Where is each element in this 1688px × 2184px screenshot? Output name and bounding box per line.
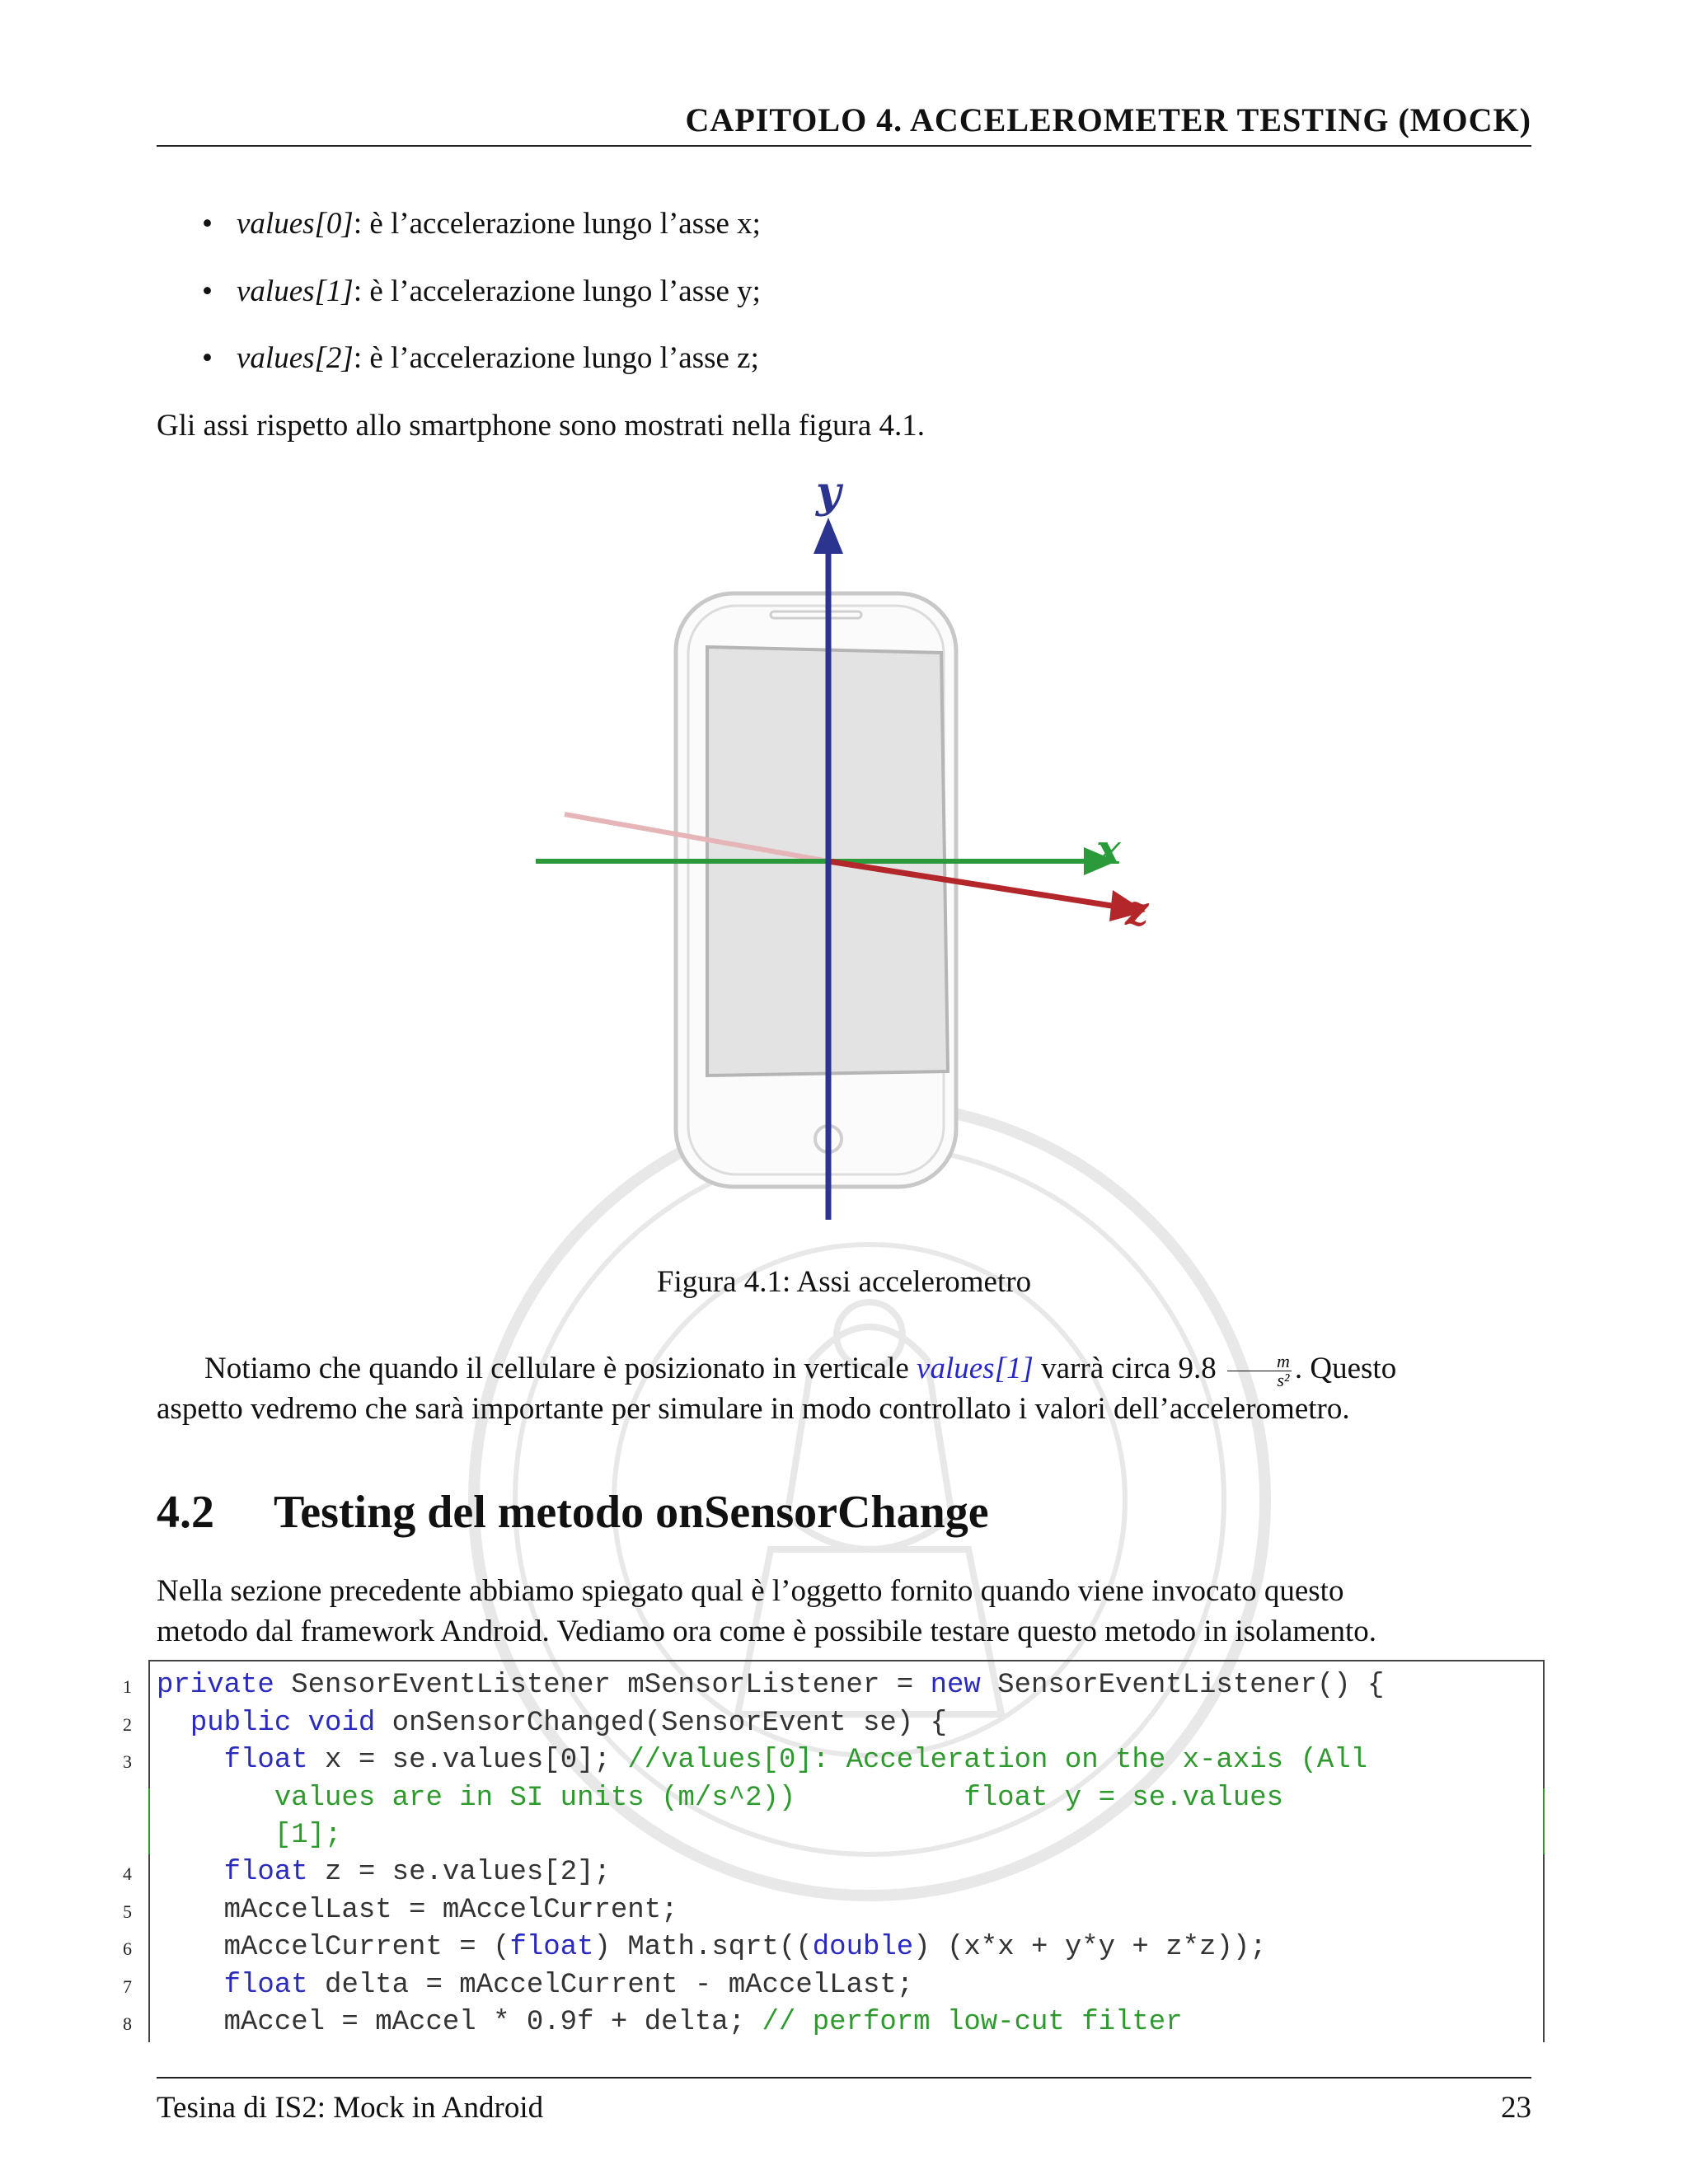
- code-line: mAccelCurrent = (float) Math.sqrt((double) (x*x + y*y + z*z));: [157, 1932, 1267, 1963]
- bullet-text: : è l’accelerazione lungo l’asse y;: [353, 274, 761, 308]
- line-number: 6: [123, 1938, 132, 1959]
- y-axis-label: y: [816, 470, 842, 518]
- accelerometer-axes-figure: [519, 470, 1179, 1236]
- bullet-item: [202, 340, 759, 376]
- code-line: public void onSensorChanged(SensorEvent se) {: [190, 1708, 947, 1739]
- fraction-denominator: s²: [1277, 1370, 1290, 1391]
- paragraph-text: . Questo: [1294, 1352, 1397, 1385]
- bullet-dot: •: [202, 207, 213, 241]
- bullet-item: [202, 274, 761, 309]
- line-number: 2: [123, 1714, 132, 1735]
- bullet-term: values[1]: [237, 274, 354, 308]
- line-number: 4: [123, 1863, 132, 1884]
- section-title: Testing del metodo onSensorChange: [274, 1487, 989, 1538]
- intro-paragraph: Gli assi rispetto allo smartphone sono mostrati nella figura 4.1.: [157, 409, 926, 443]
- line-number: 7: [123, 1976, 132, 1997]
- code-line: float delta = mAccelCurrent - mAccelLast;: [223, 1970, 914, 2001]
- bullet-dot: •: [202, 341, 213, 375]
- bullet-item: [202, 206, 761, 241]
- line-number: 1: [123, 1676, 132, 1697]
- bullet-dot: •: [202, 274, 213, 308]
- y-axis-arrow: [814, 518, 843, 554]
- body-paragraph-line: aspetto vedremo che sarà importante per simulare in modo controllato i valori dell’accelerometro.: [157, 1392, 1350, 1426]
- line-number: 3: [123, 1751, 132, 1772]
- code-line: mAccelLast = mAccelCurrent;: [157, 1895, 678, 1926]
- z-axis-label: z: [1125, 886, 1149, 935]
- header-rule: [157, 145, 1531, 147]
- line-number: 8: [123, 2013, 132, 2034]
- code-line-wrap: values are in SI units (m/s^2)) float y = se.values: [157, 1783, 1284, 1814]
- figure-caption: Figura 4.1: Assi accelerometro: [656, 1265, 1032, 1299]
- paragraph-text: Notiamo che quando il cellulare è posizionato in verticale: [204, 1352, 917, 1385]
- code-line: private SensorEventListener mSensorListener = new SensorEventListener() {: [157, 1670, 1385, 1701]
- body-paragraph-line: Nella sezione precedente abbiamo spiegato qual è l’oggetto fornito quando viene invocato questo: [157, 1574, 1344, 1608]
- bullet-text: : è l’accelerazione lungo l’asse z;: [353, 341, 759, 375]
- x-axis-label: x: [1096, 825, 1121, 874]
- section-heading: [157, 1486, 989, 1539]
- page-number: 23: [1501, 2091, 1531, 2125]
- line-number: 5: [123, 1901, 132, 1922]
- paragraph-text: varrà circa 9.8: [1033, 1352, 1224, 1385]
- footer-rule: [157, 2077, 1531, 2079]
- footer-title: Tesina di IS2: Mock in Android: [157, 2091, 544, 2125]
- code-line-wrap: [1];: [157, 1820, 342, 1851]
- bullet-text: : è l’accelerazione lungo l’asse x;: [353, 207, 761, 241]
- body-paragraph-line: metodo dal framework Android. Vediamo ora come è possibile testare questo metodo in isolamento.: [157, 1615, 1376, 1648]
- code-line: float x = se.values[0]; //values[0]: Acceleration on the x-axis (All: [223, 1745, 1368, 1776]
- section-number: 4.2: [157, 1487, 214, 1538]
- bullet-term: values[0]: [237, 207, 354, 241]
- code-line: float z = se.values[2];: [223, 1857, 611, 1888]
- code-line: mAccel = mAccel * 0.9f + delta; // perform low-cut filter: [157, 2007, 1183, 2038]
- units-fraction: [1227, 1352, 1292, 1390]
- body-paragraph: [157, 1348, 1531, 1390]
- bullet-term: values[2]: [237, 341, 354, 375]
- values1-link[interactable]: values[1]: [917, 1352, 1034, 1385]
- running-header: CAPITOLO 4. ACCELEROMETER TESTING (MOCK): [685, 101, 1531, 138]
- fraction-numerator: m: [1227, 1352, 1292, 1371]
